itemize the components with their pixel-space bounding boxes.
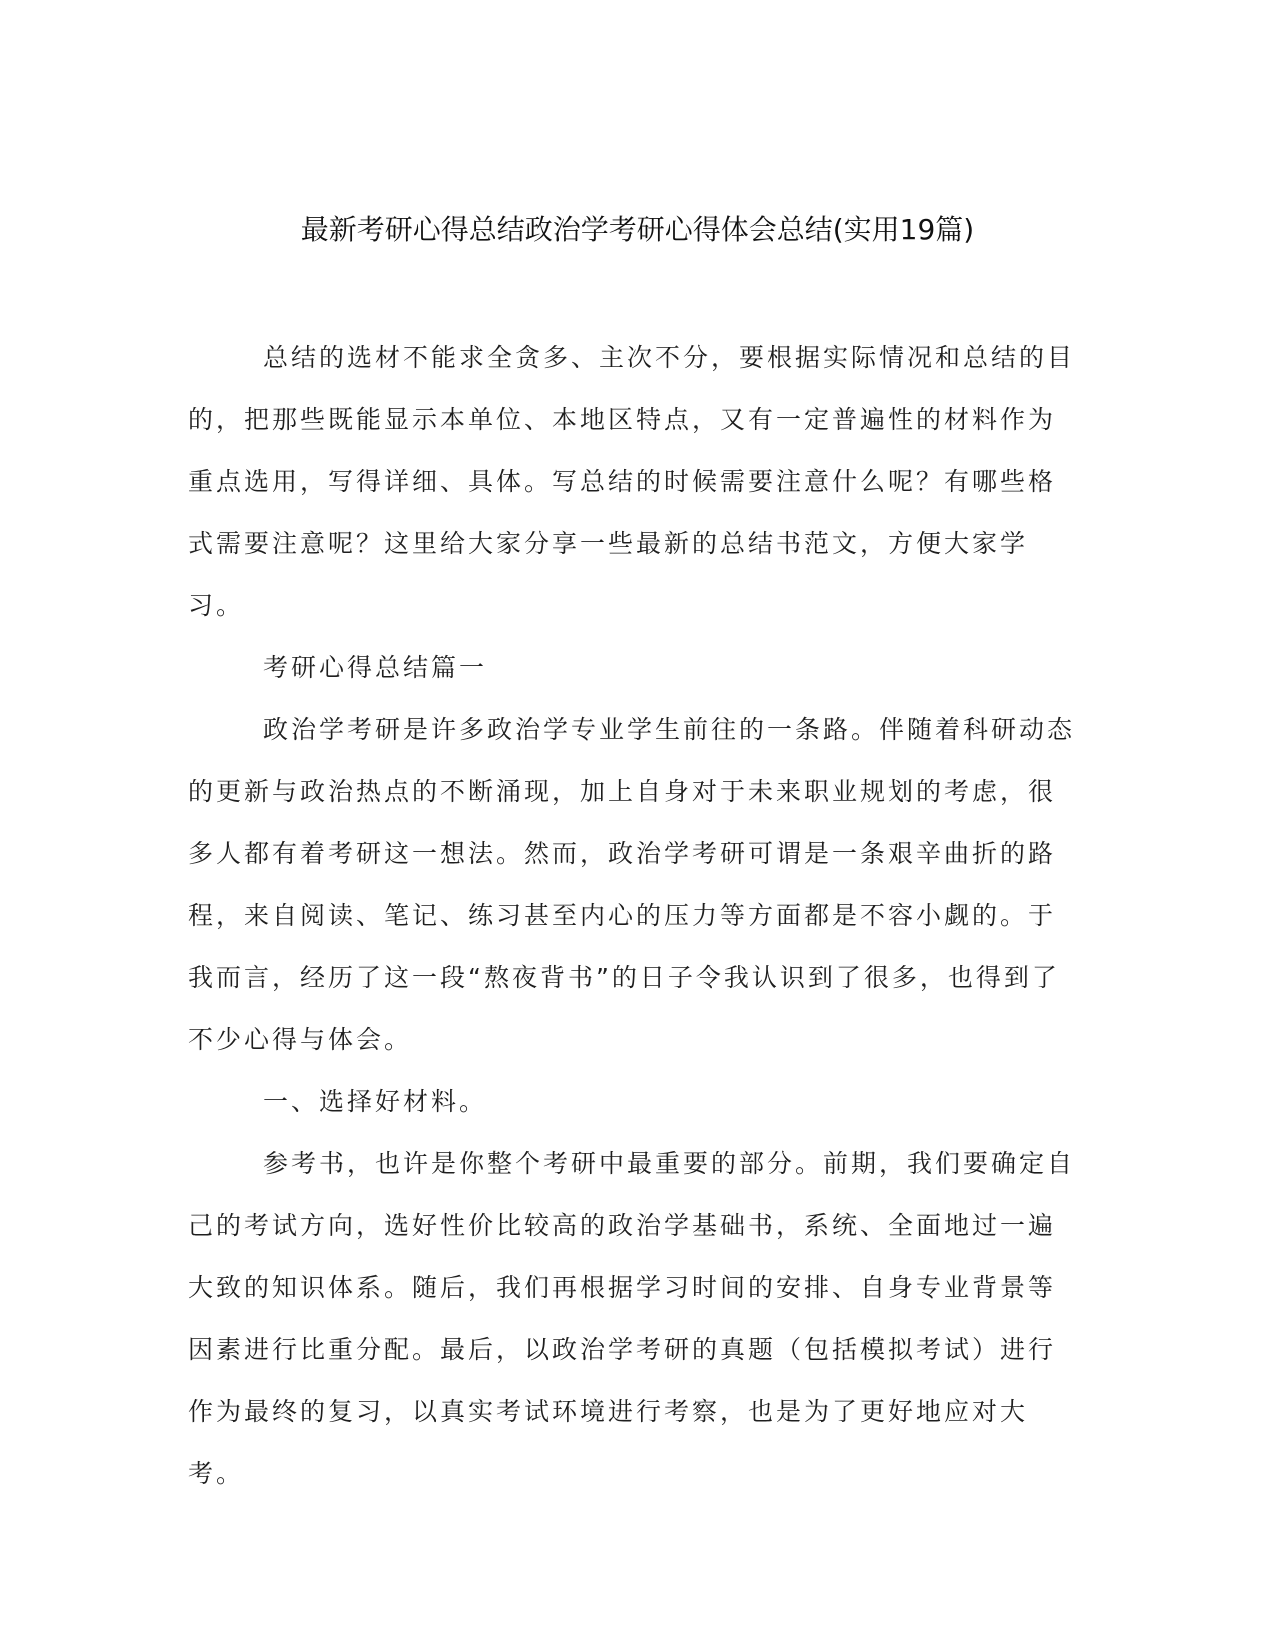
subsection-heading: 一、选择好材料。 bbox=[263, 1087, 488, 1116]
body-paragraph: 政治学考研是许多政治学专业学生前往的一条路。伴随着科研动态的更新与政治热点的不断涌现，加上自身对于未来职业规划的考虑，很多人都有着考研这一想法。然而，政治学考研可谓是一条艰辛曲折的路程，来自阅读、笔记、练习甚至内心的压力等方面都是不容小觑的。于我而言，经历了这一段“熬夜背书”的日子令我认识到了很多，也得到了不少心得与体会。 bbox=[188, 715, 1076, 1054]
document-body bbox=[188, 327, 1078, 1505]
body-paragraph: 参考书，也许是你整个考研中最重要的部分。前期，我们要确定自己的考试方向，选好性价比较高的政治学基础书，系统、全面地过一遍大致的知识体系。随后，我们再根据学习时间的安排、自身专业背景等因素进行比重分配。最后，以政治学考研的真题（包括模拟考试）进行作为最终的复习，以真实考试环境进行考察，也是为了更好地应对大考。 bbox=[188, 1149, 1076, 1488]
intro-paragraph: 总结的选材不能求全贪多、主次不分，要根据实际情况和总结的目的，把那些既能显示本单位、本地区特点，又有一定普遍性的材料作为重点选用，写得详细、具体。写总结的时候需要注意什么呢？有哪些格式需要注意呢？这里给大家分享一些最新的总结书范文，方便大家学习。 bbox=[188, 343, 1076, 620]
section-heading: 考研心得总结篇一 bbox=[263, 653, 488, 682]
document-title: 最新考研心得总结政治学考研心得体会总结(实用19篇) bbox=[300, 213, 975, 246]
